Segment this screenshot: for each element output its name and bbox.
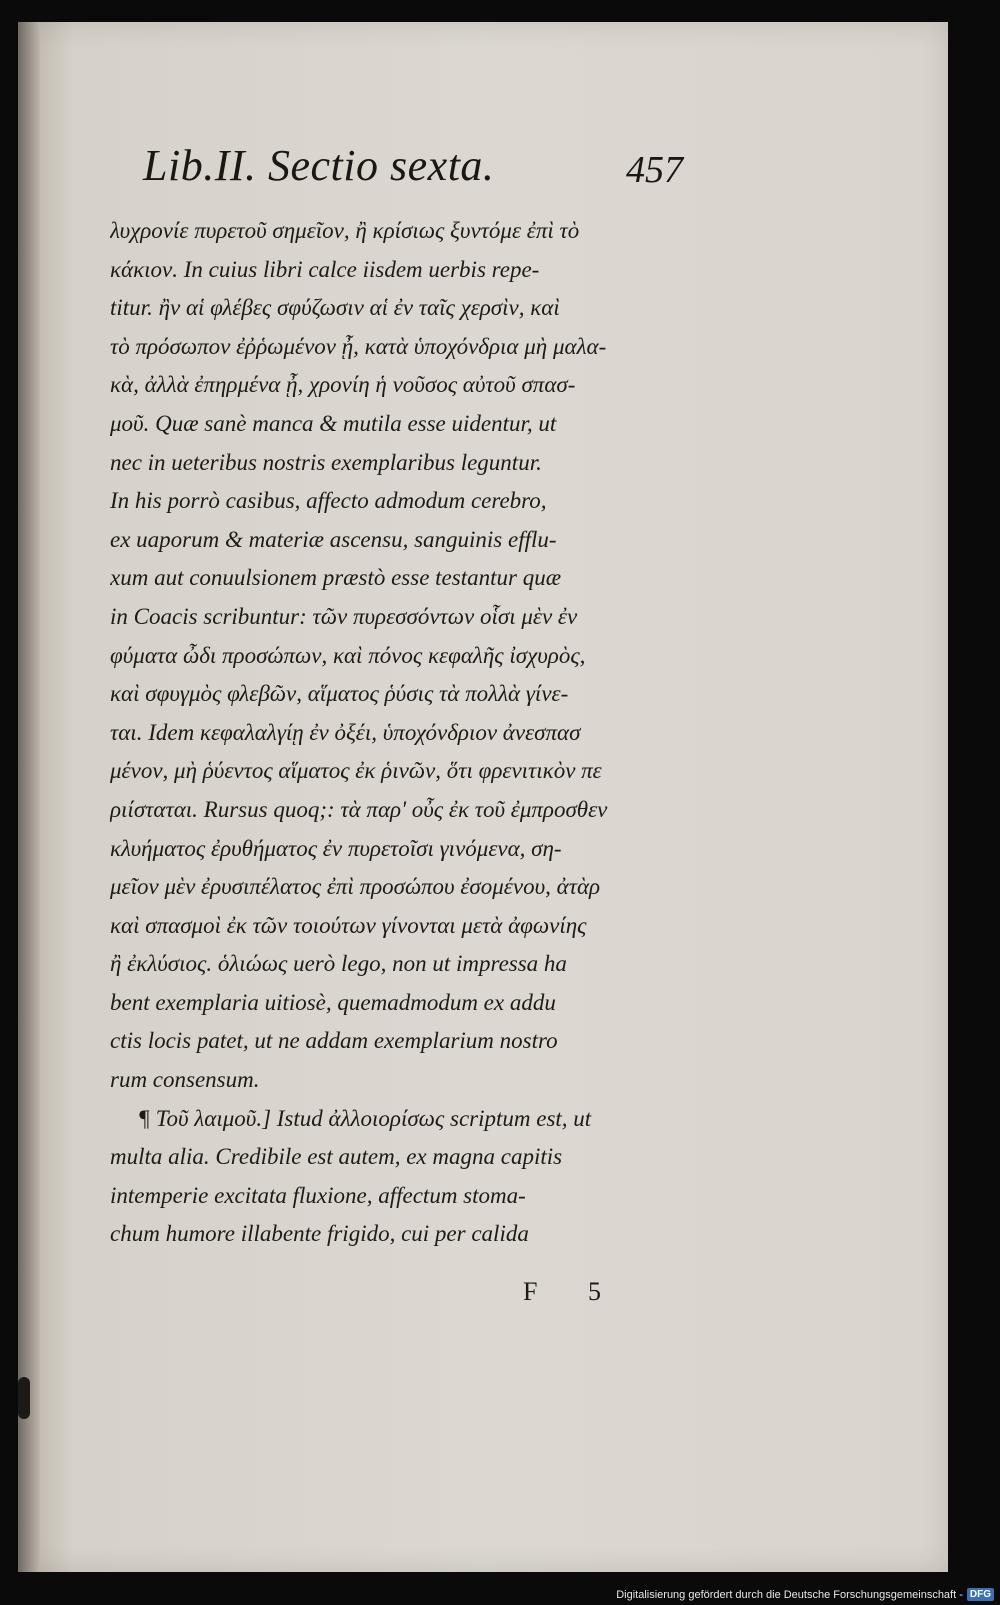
page-number: 457 (626, 149, 683, 191)
text-line: τὸ πρόσωπον ἐῤῥωμένον ᾖ, κατὰ ὑποχόνδρια μὴ μαλα- (110, 333, 607, 359)
text-line: ctis locis patet, ut ne addam exemplarium nostro (110, 1028, 558, 1054)
page-gutter-shadow (18, 22, 40, 1572)
text-line: ται. Idem κεφαλαλγίῃ ἐν ὀξέι, ὑποχόνδριον ἀνεσπασ (110, 719, 581, 745)
text-line: μένον, μὴ ῥύεντος αἵματος ἐκ ῥινῶν, ὅτι φρενιτικὸν πε (110, 758, 602, 784)
text-line: καὶ σφυγμὸς φλεβῶν, αἵματος ῥύσις τὰ πολλὰ γίνε- (110, 681, 569, 707)
text-line: titur. ἢν αἱ φλέβες σφύζωσιν αἱ ἐν ταῖς χερσὶν, καὶ (110, 295, 560, 321)
text-line: κάκιον. In cuius libri calce iisdem uerbis repe- (110, 256, 540, 282)
text-line: ¶ Τοῦ λαιμοῦ.] Istud ἀλλοιορίσως scriptum est, ut (138, 1105, 592, 1131)
book-page (18, 22, 948, 1572)
text-line: In his porrò casibus, affecto admodum cerebro, (110, 488, 547, 514)
text-line: multa alia. Credibile est autem, ex magna capitis (110, 1144, 563, 1170)
text-line: φύματα ὦδι προσώπων, καὶ πόνος κεφαλῆς ἰσχυρὸς, (110, 642, 586, 668)
text-line: λυχρονίε πυρετοῦ σημεῖον, ἢ κρίσιως ξυντόμε ἐπὶ τὸ (110, 218, 580, 243)
text-line: κὰ, ἀλλὰ ἐπηρμένα ᾖ, χρονίη ἡ νοῦσος αὐτοῦ σπασ- (110, 372, 576, 398)
text-line: chum humore illabente frigido, cui per calida (110, 1221, 529, 1247)
funding-credit: Digitalisierung gefördert durch die Deutsche Forschungsgemeinschaft - (616, 1588, 963, 1601)
text-line: rum consensum. (110, 1067, 260, 1093)
running-title: Lib.II. Sectio sexta. (143, 141, 495, 190)
text-line: bent exemplaria uitiosè, quemadmodum ex addu (110, 989, 556, 1015)
dfg-logo: DFG (967, 1588, 994, 1601)
text-line: κλυήματος ἐρυθήματος ἐν πυρετοῖσι γινόμενα, ση- (110, 835, 562, 861)
text-line: xum aut conuulsionem præstò esse testantur quæ (110, 565, 562, 591)
page-header (143, 140, 683, 198)
text-line: ex uaporum & materiæ ascensu, sanguinis efflu- (110, 526, 557, 552)
text-line: ριίσταται. Rursus quoq;: τὰ παρ' οὖς ἐκ τοῦ ἐμπροσθεν (110, 796, 608, 822)
text-line: ἢ ἐκλύσιος. ὁλιώως uerò lego, non ut impressa ha (110, 951, 567, 977)
signature-mark: F 5 (523, 1277, 623, 1306)
text-line: intemperie excitata fluxione, affectum stoma- (110, 1182, 526, 1208)
ink-stain (18, 1377, 30, 1419)
text-line: καὶ σπασμοὶ ἐκ τῶν τοιούτων γίνονται μετὰ ἀφωνίης (110, 912, 587, 938)
body-text (110, 212, 680, 1254)
text-line: in Coacis scribuntur: τῶν πυρεσσόντων οἷσι μὲν ἐν (110, 603, 578, 629)
text-line: μεῖον μὲν ἐρυσιπέλατος ἐπὶ προσώπου ἐσομένου, ἀτὰρ (110, 874, 601, 900)
text-line: μοῦ. Quæ sanè manca & mutila esse uidentur, ut (110, 410, 557, 436)
text-line: nec in ueteribus nostris exemplaribus leguntur. (110, 449, 542, 475)
digitization-footer (616, 1588, 994, 1601)
